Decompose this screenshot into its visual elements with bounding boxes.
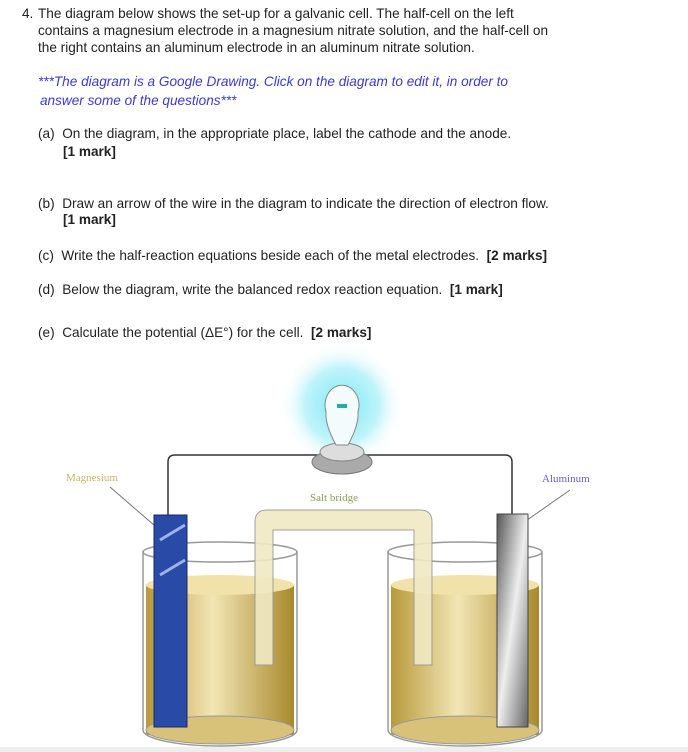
part-a-marks: [1 mark]	[63, 144, 116, 159]
part-d: (d) Below the diagram, write the balanced redox reaction equation. [1 mark]	[38, 282, 503, 297]
intro-line: contains a magnesium electrode in a magnesium nitrate solution, and the half-cell on	[38, 23, 549, 38]
note-line: answer some of the questions***	[40, 93, 237, 108]
magnesium-label: Magnesium	[66, 472, 118, 484]
part-c: (c) Write the half-reaction equations beside each of the metal electrodes. [2 marks]	[38, 248, 548, 263]
part-a: (a) On the diagram, in the appropriate place, label the cathode and the anode.	[38, 126, 512, 141]
aluminum-electrode[interactable]	[497, 514, 528, 727]
part-e: (e) Calculate the potential (ΔE°) for the cell. [2 marks]	[38, 325, 372, 340]
part-b-marks: [1 mark]	[63, 212, 116, 227]
intro-line: the right contains an aluminum electrode in an aluminum nitrate solution.	[38, 40, 475, 55]
note-line: ***The diagram is a Google Drawing. Click on the diagram to edit it, in order to	[38, 74, 508, 89]
part-b: (b) Draw an arrow of the wire in the diagram to indicate the direction of electron flow.	[38, 196, 549, 211]
aluminum-label: Aluminum	[542, 473, 590, 485]
question-number: 4.	[22, 6, 34, 21]
intro-line: The diagram below shows the set-up for a galvanic cell. The half-cell on the left	[38, 6, 514, 21]
magnesium-electrode[interactable]	[154, 515, 187, 727]
salt-bridge-label: Salt bridge	[310, 492, 358, 504]
bottom-bar	[0, 747, 688, 752]
